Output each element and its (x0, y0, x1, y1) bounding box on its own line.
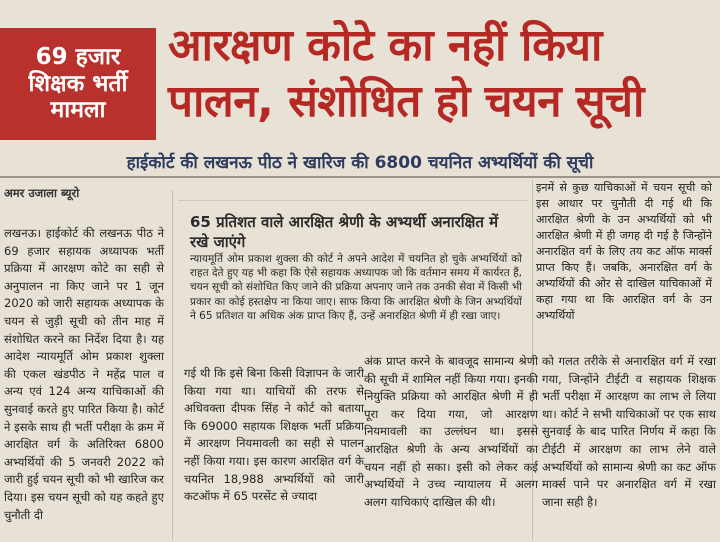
column-2-text: गई थी कि इसे बिना किसी विज्ञापन के जारी किया गया था। याचियों की तरफ से अधिवक्ता दीपक सिंह ने कोर्ट को बताया कि 69000 सहायक शिक्षक भर्ती प्रक्रिया में आरक्षण नियमावली का सही से पालन नहीं किया गया। इस कारण आरक्षित वर्ग के चयनित 18,988 अभ्यर्थियों को जारी कटऑफ में 65 परसेंट से ज्यादा (184, 366, 364, 504)
subheadline: हाईकोर्ट की लखनऊ पीठ ने खारिज की 6800 चयनित अभ्यर्थियों की सूची (126, 153, 594, 173)
column-4-top-text: इनमें से कुछ याचिकाओं में चयन सूची को इस आधार पर चुनौती दी गई थी कि आरक्षित श्रेणी के उन अभ्यर्थियों को भी आरक्षित श्रेणी में ही जगह दी गई है जिन्होंने अनारक्षित वर्ग के लिए तय कट ऑफ मार्क्स प्राप्त किए हैं। जबकि, अनारक्षित वर्ग के अभ्यर्थियों की ओर से दाखिल याचिकाओं में कहा गया था कि आरक्षित वर्ग के उन अभ्यर्थियों (536, 181, 712, 322)
column-4-top (536, 180, 712, 324)
divider-rule (0, 176, 720, 178)
kicker-line-2: शिक्षक भर्ती (28, 70, 128, 97)
column-4-bottom (542, 353, 716, 511)
kicker-line-3: मामला (50, 97, 106, 124)
headline (168, 18, 713, 130)
column-3-text: अंक प्राप्त करने के बावजूद सामान्य श्रेणी की सूची में शामिल नहीं किया गया। इनकी नियुक्ति प्रक्रिया को आरक्षित श्रेणी में ही पूरा कर दिया गया, जो आरक्षण नियमावली का उल्लंघन था। इससे आरक्षित श्रेणी के अन्य अभ्यर्थियों का चयन नहीं हो सका। इसी को लेकर कई अभ्यर्थियों ने उच्च न्यायालय में अलग अलग याचिकाएं दाखिल की थी। (364, 354, 538, 509)
headline-line-1: आरक्षण कोटे का नहीं किया (168, 20, 602, 71)
column-3 (364, 353, 538, 511)
column-1 (4, 225, 164, 524)
inset-title: 65 प्रतिशत वाले आरक्षित श्रेणी के अभ्यर्थी अनारक्षित में रखे जाएंगे (190, 213, 499, 251)
column-2 (184, 365, 364, 506)
byline: अमर उजाला ब्यूरो (4, 186, 80, 200)
column-1-text: लखनऊ। हाईकोर्ट की लखनऊ पीठ ने 69 हजार सहायक अध्यापक भर्ती प्रक्रिया में आरक्षण कोटे का सही से अनुपालन ना किए जाने पर 1 जून 2020 को जारी सहायक अध्यापक के चयन से जुड़ी सूची को तीन माह में संशोधित करने का निर्देश दिया है। यह आदेश न्यायमूर्ति ओम प्रकाश शुक्ला की एकल खंडपीठ ने महेंद्र पाल व अन्य एवं 124 अन्य याचिकाओं की सुनवाई करते हुए पारित किया है। कोर्ट ने इसके साथ ही भर्ती परीक्षा के क्रम में आरक्षित वर्ग के अतिरिक्त 6800 अभ्यर्थियों की 5 जनवरी 2022 को जारी हुई चयन सूची को भी खारिज कर दिया। इस चयन सूची को यह कहते हुए चुनौती दी (4, 226, 164, 522)
kicker-line-1: 69 हजार (35, 44, 121, 71)
kicker-box (0, 28, 156, 140)
headline-line-2: पालन, संशोधित हो चयन सूची (168, 76, 644, 127)
column-divider (172, 190, 173, 540)
inset-body: न्यायमूर्ति ओम प्रकाश शुक्ला की कोर्ट ने अपने आदेश में चयनित हो चुके अभ्यर्थियों को राहत देते हुए यह भी कहा कि ऐसे सहायक अध्यापक जो कि वर्तमान समय में कार्यरत हैं, चयन सूची को संशोधित किए जाने की प्रक्रिया अपनाए जाने तक उनकी सेवा में किसी भी प्रकार का कोई हस्तक्षेप ना किया जाए। साफ किया कि आरक्षित श्रेणी के जिन अभ्यर्थियों ने 65 प्रतिशत या अधिक अंक प्राप्त किए हैं, उन्हें अनारक्षित श्रेणी में ही रखा जाए। (190, 253, 522, 322)
column-4-bottom-text: को गलत तरीके से अनारक्षित वर्ग में रखा गया, जिन्होंने टीईटी व सहायक शिक्षक भर्ती परीक्षा में आरक्षण का लाभ ले लिया था। कोर्ट ने सभी याचिकाओं पर एक साथ सुनवाई के बाद पारित निर्णय में कहा कि टीईटी में आरक्षण का लाभ लेने वाले अभ्यर्थियों को सामान्य श्रेणी का कट ऑफ मार्क्स पाने पर अनारक्षित वर्ग में रखा जाना सही है। (542, 354, 716, 509)
